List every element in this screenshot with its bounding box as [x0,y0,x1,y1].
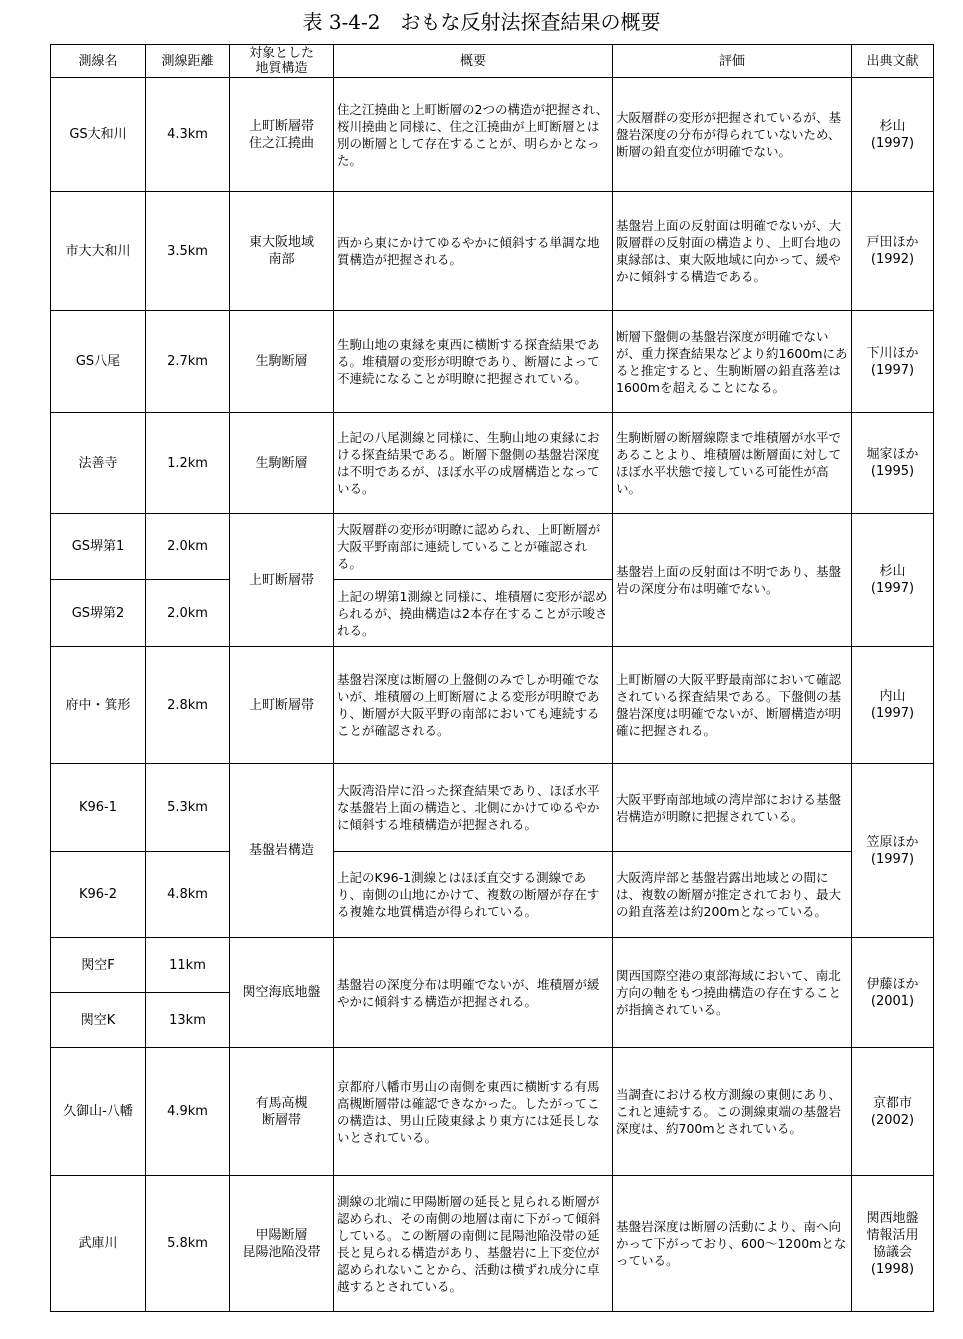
header-source: 出典文献 [852,45,934,78]
row-summary: 上記の八尾測線と同様に、生駒山地の東縁における探査結果である。断層下盤側の基盤岩深度は不明であるが、ほぼ水平の成層構造となっている。 [334,413,613,514]
row-source: 関西地盤 情報活用 協議会 (1998) [852,1176,934,1312]
row-name: 法善寺 [51,413,146,514]
row-summary: 上記のK96-1測線とはほぼ直交する測線であり、南側の山地にかけて、複数の断層が存在する複雑な地質構造が得られている。 [334,852,613,938]
row-target: 東大阪地域 南部 [230,192,334,311]
table-row [51,1048,934,1176]
row-name: 府中・箕形 [51,647,146,764]
row-evaluation: 当調査における枚方測線の東側にあり、これと連続する。この測線東端の基盤岩深度は、約700mとされている。 [613,1048,852,1176]
table-row [51,78,934,192]
row-distance: 5.3km [146,764,230,852]
row-source: 杉山 (1997) [852,514,934,647]
table-row [51,413,934,514]
header-distance: 測線距離 [146,45,230,78]
row-summary: 京都府八幡市男山の南側を東西に横断する有馬高槻断層帯は確認できなかった。したがってこの構造は、男山丘陵東縁より東方には延長しないとされている。 [334,1048,613,1176]
header-name: 測線名 [51,45,146,78]
row-target: 有馬高槻 断層帯 [230,1048,334,1176]
row-name: 関空K [51,993,146,1048]
row-evaluation: 基盤岩上面の反射面は不明であり、基盤岩の深度分布は明確でない。 [613,514,852,647]
table-row [51,514,934,580]
row-name: K96-2 [51,852,146,938]
row-source: 伊藤ほか (2001) [852,938,934,1048]
table-row [51,764,934,852]
row-distance: 1.2km [146,413,230,514]
row-evaluation: 大阪平野南部地域の湾岸部における基盤岩構造が明瞭に把握されている。 [613,764,852,852]
row-summary: 大阪湾沿岸に沿った探査結果であり、ほぼ水平な基盤岩上面の構造と、北側にかけてゆるやかに傾斜する堆積構造が把握される。 [334,764,613,852]
row-distance: 11km [146,938,230,993]
row-target: 上町断層帯 [230,514,334,647]
row-source: 内山 (1997) [852,647,934,764]
table-row [51,938,934,993]
row-name: GS八尾 [51,311,146,413]
row-distance: 13km [146,993,230,1048]
row-target: 生駒断層 [230,311,334,413]
row-target: 上町断層帯 [230,647,334,764]
row-summary: 大阪層群の変形が明瞭に認められ、上町断層が大阪平野南部に連続していることが確認される。 [334,514,613,580]
row-name: 市大大和川 [51,192,146,311]
row-name: GS堺第2 [51,580,146,647]
row-evaluation: 関西国際空港の東部海域において、南北方向の軸をもつ撓曲構造の存在することが指摘されている。 [613,938,852,1048]
row-source: 京都市 (2002) [852,1048,934,1176]
header-summary: 概要 [334,45,613,78]
row-name: GS堺第1 [51,514,146,580]
row-source: 戸田ほか (1992) [852,192,934,311]
header-row [51,45,934,78]
table-row [51,1176,934,1312]
survey-results-table [50,44,934,1312]
row-summary: 基盤岩深度は断層の上盤側のみでしか明確でないが、堆積層の上町断層による変形が明瞭であり、断層が大阪平野の南部においても連続することが確認される。 [334,647,613,764]
table-row [51,647,934,764]
row-name: 武庫川 [51,1176,146,1312]
header-target: 対象とした 地質構造 [230,45,334,78]
row-evaluation: 断層下盤側の基盤岩深度が明確でないが、重力探査結果などより約1600mにあると推定すると、生駒断層の鉛直落差は1600mを超えることになる。 [613,311,852,413]
row-evaluation: 生駒断層の断層線際まで堆積層が水平であることより、堆積層は断層面に対してほぼ水平状態で接している可能性が高い。 [613,413,852,514]
row-name: 関空F [51,938,146,993]
row-distance: 3.5km [146,192,230,311]
row-target: 甲陽断層 昆陽池陥没帯 [230,1176,334,1312]
row-evaluation: 大阪層群の変形が把握されているが、基盤岩深度の分布が得られていないため、断層の鉛直変位が明確でない。 [613,78,852,192]
row-evaluation: 基盤岩上面の反射面は明確でないが、大阪層群の反射面の構造より、上町台地の東縁部は、東大阪地域に向かって、緩やかに傾斜する構造である。 [613,192,852,311]
row-evaluation: 上町断層の大阪平野最南部において確認されている探査結果である。下盤側の基盤岩深度は明確でないが、断層構造が明確に把握される。 [613,647,852,764]
row-distance: 5.8km [146,1176,230,1312]
row-distance: 4.3km [146,78,230,192]
row-summary: 生駒山地の東縁を東西に横断する探査結果である。堆積層の変形が明瞭であり、断層によって不連続になることが明瞭に把握されている。 [334,311,613,413]
table-title: 表 3-4-2 おもな反射法探査結果の概要 [302,10,661,34]
row-summary: 西から東にかけてゆるやかに傾斜する単調な地質構造が把握される。 [334,192,613,311]
row-summary: 上記の堺第1測線と同様に、堆積層に変形が認められるが、撓曲構造は2本存在することが示唆される。 [334,580,613,647]
row-name: K96-1 [51,764,146,852]
row-distance: 2.0km [146,514,230,580]
table-row [51,852,934,938]
row-distance: 2.8km [146,647,230,764]
row-distance: 2.0km [146,580,230,647]
row-distance: 4.8km [146,852,230,938]
header-evaluation: 評価 [613,45,852,78]
row-target: 基盤岩構造 [230,764,334,938]
row-name: GS大和川 [51,78,146,192]
row-evaluation: 大阪湾岸部と基盤岩露出地域との間には、複数の断層が推定されており、最大の鉛直落差は約200mとなっている。 [613,852,852,938]
row-summary: 住之江撓曲と上町断層の2つの構造が把握され、桜川撓曲と同様に、住之江撓曲が上町断層とは別の断層として存在することが、明らかとなった。 [334,78,613,192]
row-evaluation: 基盤岩深度は断層の活動により、南へ向かって下がっており、600～1200mとなっている。 [613,1176,852,1312]
row-source: 堀家ほか (1995) [852,413,934,514]
row-distance: 4.9km [146,1048,230,1176]
row-source: 下川ほか (1997) [852,311,934,413]
table-row [51,192,934,311]
row-distance: 2.7km [146,311,230,413]
row-summary: 測線の北端に甲陽断層の延長と見られる断層が認められ、その南側の地層は南に下がって傾斜している。この断層の南側に昆陽池陥没帯の延長と見られる構造があり、基盤岩に上下変位が認められないことから、活動は横ずれ成分に卓越するとされている。 [334,1176,613,1312]
table-row [51,311,934,413]
row-source: 杉山 (1997) [852,78,934,192]
row-target: 上町断層帯 住之江撓曲 [230,78,334,192]
row-target: 関空海底地盤 [230,938,334,1048]
row-summary: 基盤岩の深度分布は明確でないが、堆積層が緩やかに傾斜する構造が把握される。 [334,938,613,1048]
row-target: 生駒断層 [230,413,334,514]
row-name: 久御山-八幡 [51,1048,146,1176]
row-source: 笠原ほか (1997) [852,764,934,938]
